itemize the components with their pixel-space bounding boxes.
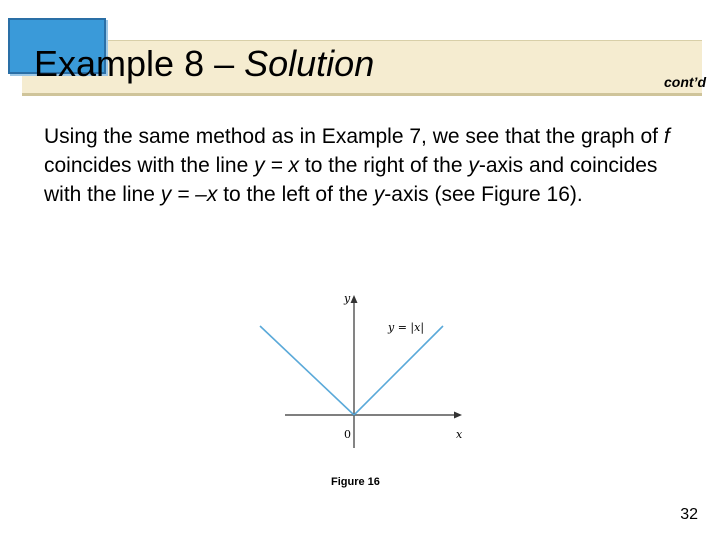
body-text-6: -axis (see Figure 16). [384, 183, 583, 206]
y-axis-ref-2: y [373, 183, 385, 206]
x-axis-label: x [456, 428, 463, 441]
x-axis-arrow-icon [454, 412, 462, 419]
equation-y-equals-x: y = x [254, 154, 300, 177]
body-text-3: to the right of the [299, 154, 469, 177]
graph-line-left [260, 326, 354, 415]
body-text-2: coincides with the line [44, 154, 255, 177]
body-text-4: -axis and coincides with the line [44, 154, 658, 206]
origin-label: 0 [344, 428, 351, 441]
slide-title-italic: Solution [244, 43, 375, 84]
slide-title [34, 42, 374, 86]
figure-caption: Figure 16 [331, 476, 380, 488]
figure-16-graph [250, 286, 480, 451]
y-axis-label: y [344, 292, 351, 305]
body-paragraph [44, 122, 684, 209]
body-text-5: to the left of the [217, 183, 374, 206]
graph-line-right [354, 326, 443, 415]
function-f: f [663, 125, 670, 148]
continued-label: cont’d [664, 74, 706, 90]
y-axis-ref-1: y [468, 154, 479, 177]
equation-y-equals-neg-x: y = –x [160, 183, 218, 206]
equation-label: y = |x| [388, 321, 425, 334]
page-number: 32 [680, 506, 698, 523]
y-axis-arrow-icon [351, 295, 358, 303]
body-text-1: Using the same method as in Example 7, we see that the graph of [44, 125, 664, 148]
slide-title-main: Example 8 – [34, 43, 245, 84]
